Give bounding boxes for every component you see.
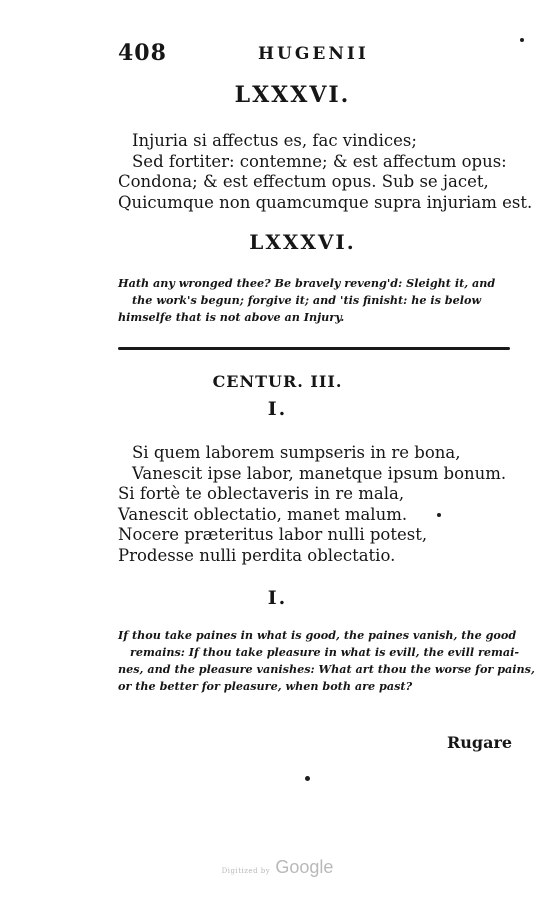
latin-epigram-2 [118, 443, 518, 566]
ink-speck [437, 513, 441, 517]
latin-epigram-1 [118, 131, 533, 213]
section-heading-lxxxvi: LXXXVI. [234, 82, 351, 108]
english-translation-1 [118, 275, 518, 326]
digitization-watermark [0, 857, 555, 878]
latin-line: Vanescit ipse labor, manetque ipsum bonum. [132, 463, 507, 483]
english-line: himselfe that is not above an Injury. [118, 310, 345, 324]
running-title: HUGENII [258, 44, 369, 64]
catchword: Rugare [447, 733, 513, 752]
latin-line: Si quem laborem sumpseris in re bona, [132, 443, 461, 462]
english-line: or the better for pleasure, when both are past? [118, 679, 413, 693]
english-translation-2 [118, 627, 535, 695]
translation-number-heading: I. [267, 587, 288, 609]
section-heading-lxxxvi-english: LXXXVI. [249, 230, 356, 254]
english-line: the work's begun; forgive it; and 'tis finisht: he is below [132, 293, 482, 307]
latin-line: Nocere præteritus labor nulli potest, [118, 525, 428, 544]
latin-line: Si fortè te oblectaveris in re mala, [118, 484, 405, 503]
latin-line: Injuria si affectus es, fac vindices; [132, 131, 417, 150]
english-line: nes, and the pleasure vanishes: What art thou the worse for pains, [118, 662, 535, 676]
running-header [0, 40, 555, 68]
latin-line: Condona; & est effectum opus. Sub se jacet, [118, 172, 489, 191]
latin-line: Sed fortiter: contemne; & est affectum opus: [132, 151, 507, 171]
latin-line: Vanescit oblectatio, manet malum. [118, 504, 408, 524]
english-line: Hath any wronged thee? Be bravely reveng'd: Sleight it, and [118, 276, 496, 290]
english-line: If thou take paines in what is good, the paines vanish, the good [118, 628, 517, 642]
page-number: 408 [118, 40, 167, 66]
ink-speck [520, 38, 524, 42]
latin-line: Quicumque non quamcumque supra injuriam est. [118, 192, 533, 212]
digitized-by-label: Digitized by [221, 867, 271, 875]
latin-line: Prodesse nulli perdita oblectatio. [118, 545, 396, 565]
century-heading: CENTUR. III. [212, 372, 343, 391]
ink-speck [305, 776, 310, 781]
english-line: remains: If thou take pleasure in what is evill, the evill remai- [130, 645, 520, 659]
epigram-number-heading: I. [267, 398, 288, 420]
section-divider-rule [118, 347, 510, 350]
google-logo: Google [275, 857, 334, 877]
